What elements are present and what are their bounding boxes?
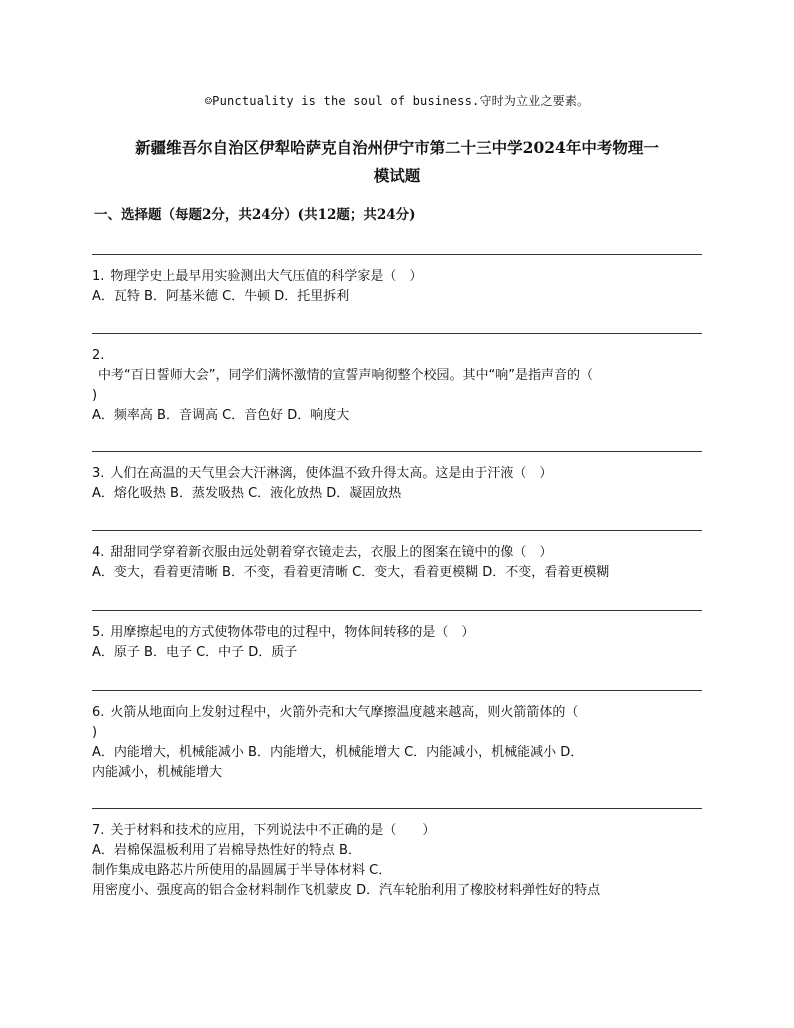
question-options-continuation: 内能减小，机械能增大 — [92, 765, 223, 780]
question-4 — [92, 530, 702, 583]
exam-title-line2: 模试题 — [373, 166, 421, 185]
question-number: 2. — [92, 348, 105, 363]
question-7 — [92, 808, 702, 901]
exam-title-line1: 新疆维吾尔自治区伊犁哈萨克自治州伊宁市第二十三中学2024年中考物理一 — [135, 138, 659, 157]
question-stem — [92, 543, 702, 563]
question-divider — [92, 254, 702, 255]
question-3 — [92, 451, 702, 504]
question-number: 1. — [92, 269, 105, 284]
question-stem-text: 中考“百日誓师大会”，同学们满怀激情的宣誓声响彻整个校园。其中“响”是指声音的（ — [98, 368, 593, 383]
section-heading: 一、选择题（每题2分，共24分）(共12题；共24分) — [94, 207, 416, 223]
question-number: 6. — [92, 705, 105, 720]
question-options: A．内能增大，机械能减小 B．内能增大，机械能增大 C．内能减小，机械能减小 D． — [92, 745, 584, 760]
question-6 — [92, 690, 702, 783]
question-5 — [92, 610, 702, 663]
question-stem — [92, 703, 702, 723]
question-stem — [92, 821, 702, 841]
question-divider — [92, 333, 702, 334]
question-stem-continuation: ) — [92, 725, 98, 740]
question-number: 5. — [92, 625, 105, 640]
question-divider — [92, 808, 702, 809]
question-options: A．频率高 B．音调高 C．音色好 D．响度大 — [92, 408, 350, 423]
question-options-continuation: 制作集成电路芯片所使用的晶圆属于半导体材料 C． — [92, 863, 392, 878]
page-motto: ☺Punctuality is the soul of business.守时为立业之要素。 — [204, 94, 590, 108]
question-number: 7. — [92, 823, 105, 838]
question-divider — [92, 690, 702, 691]
question-stem-text: 物理学史上最早用实验测出大气压值的科学家是（ ） — [110, 269, 423, 284]
question-stem-continuation: ) — [92, 388, 98, 403]
question-divider — [92, 610, 702, 611]
question-options: A．瓦特 B．阿基米德 C．牛顿 D．托里拆利 — [92, 289, 350, 304]
question-options: A．熔化吸热 B．蒸发吸热 C．液化放热 D．凝固放热 — [92, 486, 402, 501]
question-1 — [92, 254, 702, 307]
question-divider — [92, 451, 702, 452]
question-options-continuation: 用密度小、强度高的铝合金材料制作飞机蒙皮 D．汽车轮胎利用了橡胶材料弹性好的特点 — [92, 883, 601, 898]
question-stem — [92, 464, 702, 484]
question-number: 3. — [92, 466, 105, 481]
question-number: 4. — [92, 545, 105, 560]
question-stem-text: 人们在高温的天气里会大汗淋漓，使体温不致升得太高。这是由于汗液（ ） — [110, 466, 553, 481]
question-stem-text: 用摩擦起电的方式使物体带电的过程中，物体间转移的是（ ） — [110, 625, 475, 640]
question-options: A．变大，看着更清晰 B．不变，看着更清晰 C．变大，看着更模糊 D．不变，看着更模糊 — [92, 565, 610, 580]
exam-title — [92, 134, 702, 190]
question-stem-text: 火箭从地面向上发射过程中，火箭外壳和大气摩擦温度越来越高，则火箭箭体的（ — [110, 705, 579, 720]
question-stem-text: 甜甜同学穿着新衣服由远处朝着穿衣镜走去，衣服上的图案在镜中的像（ ） — [110, 545, 553, 560]
question-stem-text: 关于材料和技术的应用，下列说法中不正确的是（ ） — [110, 823, 436, 838]
question-stem — [92, 267, 702, 287]
question-options: A．原子 B．电子 C．中子 D．质子 — [92, 645, 298, 660]
question-2 — [92, 333, 702, 426]
question-options: A．岩棉保温板利用了岩棉导热性好的特点 B． — [92, 843, 361, 858]
question-divider — [92, 530, 702, 531]
question-stem — [92, 623, 702, 643]
